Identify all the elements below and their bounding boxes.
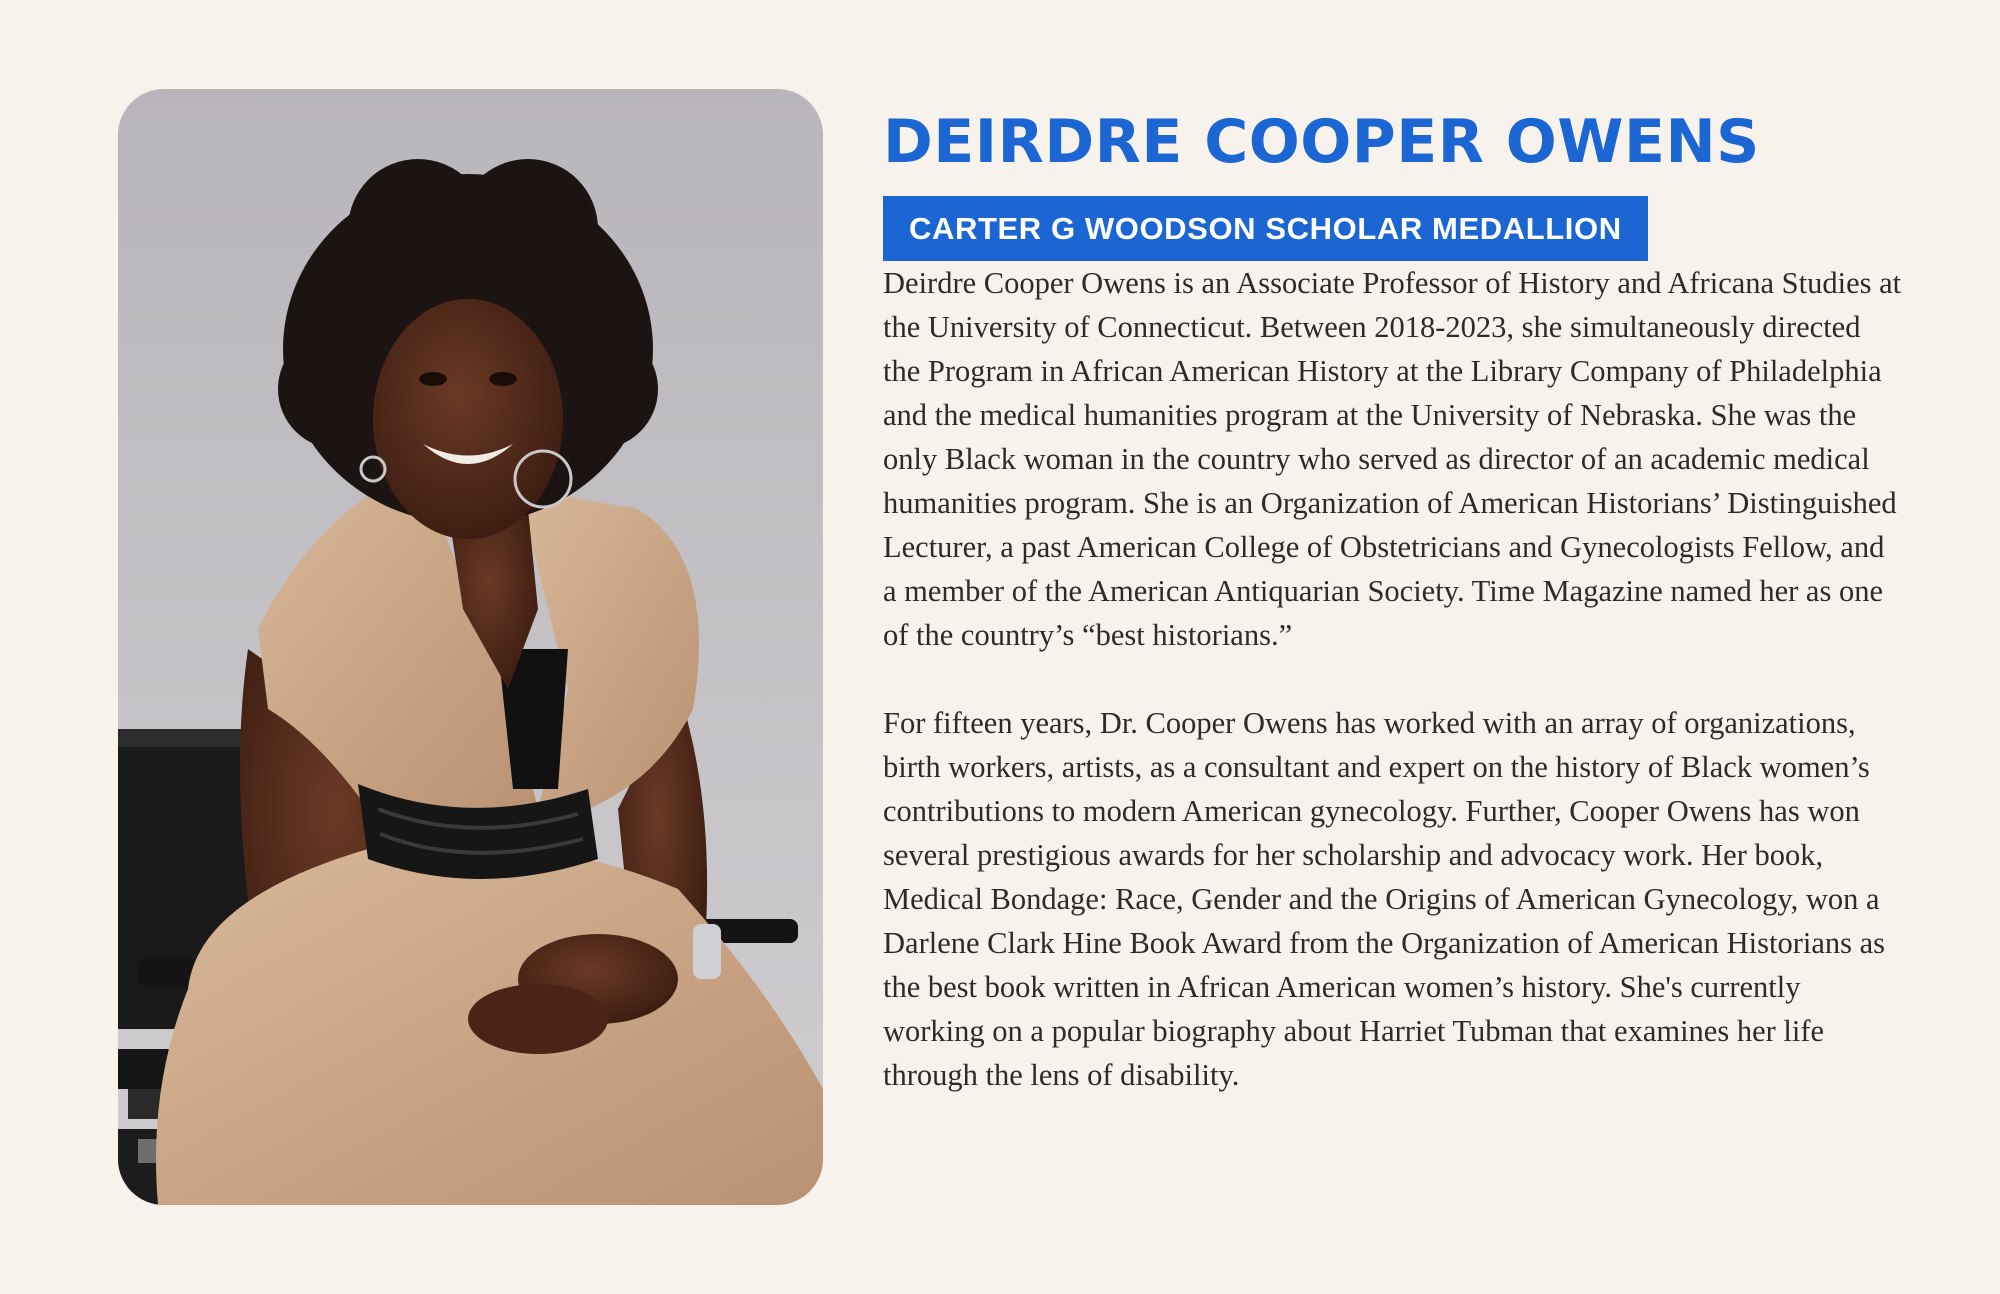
bio-paragraph-1: Deirdre Cooper Owens is an Associate Professor of History and Africana Studies at the University of Connecticut. Between 2018-2023, she simultaneously directed the Program in African American History at the Library Company of Philadelphia and the medical humanities program at the University of Nebraska. She was the only Black woman in the country who served as director of an academic medical humanities program. She is an Organization of American Historians’ Distinguished Lecturer, a past American College of Obstetricians and Gynecologists Fellow, and a member of the American Antiquarian Society. Time Magazine named her as one of the country’s “best historians.” [883, 266, 1902, 652]
person-name: DEIRDRE COOPER OWENS [883, 107, 1760, 177]
portrait-photo [118, 89, 823, 1205]
bio-paragraph-2: For fifteen years, Dr. Cooper Owens has worked with an array of organizations, birth workers, artists, as a consultant and expert on the history of Black women’s contributions to modern American gynecology. Further, Cooper Owens has won several prestigious awards for her scholarship and advocacy work. Her book, Medical Bondage: Race, Gender and the Origins of American Gynecology, won a Darlene Clark Hine Book Award from the Organization of American Historians as the best book written in African American women’s history. She's currently working on a popular biography about Harriet Tubman that examines her life through the lens of disability. [883, 706, 1886, 1092]
portrait-illustration [118, 89, 823, 1205]
biography [883, 261, 1903, 1097]
bio-panel [883, 100, 1903, 1097]
award-badge: CARTER G WOODSON SCHOLAR MEDALLION [883, 196, 1648, 261]
